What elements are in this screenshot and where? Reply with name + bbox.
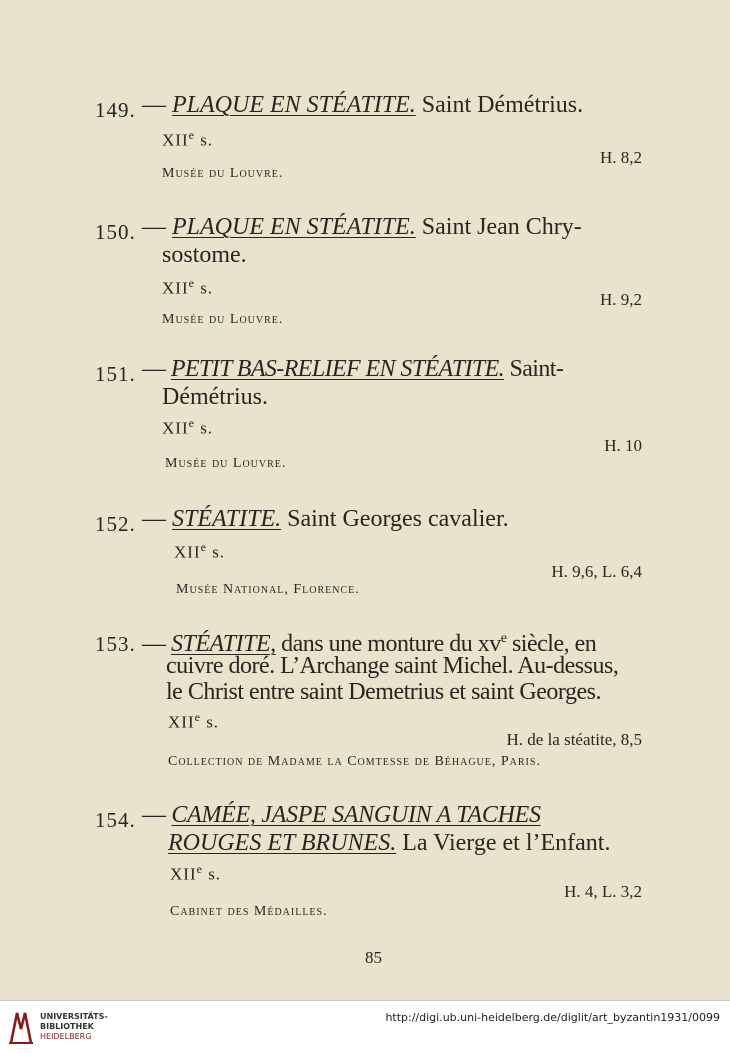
entry-title-sup: e xyxy=(500,631,507,646)
entry-title-rest: Saint- xyxy=(504,356,564,382)
entry-collection: Musée du Louvre. xyxy=(165,456,287,471)
entry-title-line xyxy=(142,212,582,242)
entry-continuation: ROUGES ET BRUNES. La Vierge et l’Enfant. xyxy=(168,830,611,856)
entry-continuation: Démétrius. xyxy=(162,384,268,410)
entry-century: XIIe s. xyxy=(162,128,214,150)
entry-collection: Cabinet des Médailles. xyxy=(170,904,328,919)
library-name: UNIVERSITÄTS- BIBLIOTHEK HEIDELBERG xyxy=(40,1012,108,1041)
entry-century: XIIe s. xyxy=(170,862,222,884)
entry-continuation: cuivre doré. L’Archange saint Michel. Au-dessus, xyxy=(166,653,619,679)
entry-number: 150. xyxy=(95,220,136,244)
entry-collection: Musée National, Florence. xyxy=(176,582,360,597)
entry-continuation: le Christ entre saint Demetrius et saint Georges. xyxy=(166,679,601,705)
entry-title-line xyxy=(142,800,541,830)
entry-dimensions: H. 9,2 xyxy=(599,290,642,309)
entry-century: XIIe s. xyxy=(168,710,220,732)
entry-title-line xyxy=(142,504,509,534)
entry-number: 153. xyxy=(95,632,136,656)
entry-dash: — xyxy=(142,92,166,118)
entry-collection: Musée du Louvre. xyxy=(162,166,284,181)
entry-dimensions: H. 10 xyxy=(604,436,642,455)
entry-title-rest: Saint Georges cavalier. xyxy=(281,506,509,532)
entry-dash: — xyxy=(142,506,166,532)
entry-title-line xyxy=(142,354,563,384)
entry-dimensions: H. 8,2 xyxy=(599,148,642,167)
entry-title: STÉATITE. xyxy=(172,506,282,532)
entry-collection: Collection de Madame la Comtesse de Béhague, Paris. xyxy=(168,754,541,769)
entry-collection: Musée du Louvre. xyxy=(162,312,284,327)
entry-title: STÉATITE, xyxy=(171,631,276,657)
entry-dimensions: H. 9,6, L. 6,4 xyxy=(551,562,642,581)
entry-title-line xyxy=(142,90,583,120)
entry-continuation: sostome. xyxy=(162,242,247,268)
entry-number: 151. xyxy=(95,362,136,386)
entry-title: CAMÉE, JASPE SANGUIN A TACHES xyxy=(171,802,541,828)
entry-title-rest: Saint Démétrius. xyxy=(415,92,584,118)
university-library-logo-icon xyxy=(8,1009,34,1045)
entry-dash: — xyxy=(142,214,166,240)
entry-number: 149. xyxy=(95,98,136,122)
entry-number: 154. xyxy=(95,808,136,832)
entry-title: PETIT BAS-RELIEF EN STÉATITE. xyxy=(170,356,505,382)
page-number: 85 xyxy=(365,948,382,967)
entry-title: PLAQUE EN STÉATITE. xyxy=(172,92,416,118)
entry-dash: — xyxy=(142,802,166,828)
entry-dash: — xyxy=(142,631,166,657)
permalink-url[interactable]: http://digi.ub.uni-heidelberg.de/diglit/art_byzantin1931/0099 xyxy=(385,1011,720,1024)
entry-dash: — xyxy=(142,356,166,382)
entry-title: PLAQUE EN STÉATITE. xyxy=(172,214,416,240)
entry-century: XIIe s. xyxy=(162,416,214,438)
entry-dimensions: H. de la stéatite, 8,5 xyxy=(506,730,642,749)
viewer-footer xyxy=(0,1000,730,1053)
entry-title-rest-after: siècle, en xyxy=(506,631,597,657)
entry-title-continuation: ROUGES ET BRUNES. xyxy=(168,830,397,856)
entry-title-rest: Saint Jean Chry- xyxy=(415,214,582,240)
entry-dimensions: H. 4, L. 3,2 xyxy=(564,882,642,901)
entry-century: XIIe s. xyxy=(162,276,214,298)
entry-number: 152. xyxy=(95,512,136,536)
entry-title-rest: dans une monture du xv xyxy=(275,631,501,657)
entry-century: XIIe s. xyxy=(174,540,226,562)
